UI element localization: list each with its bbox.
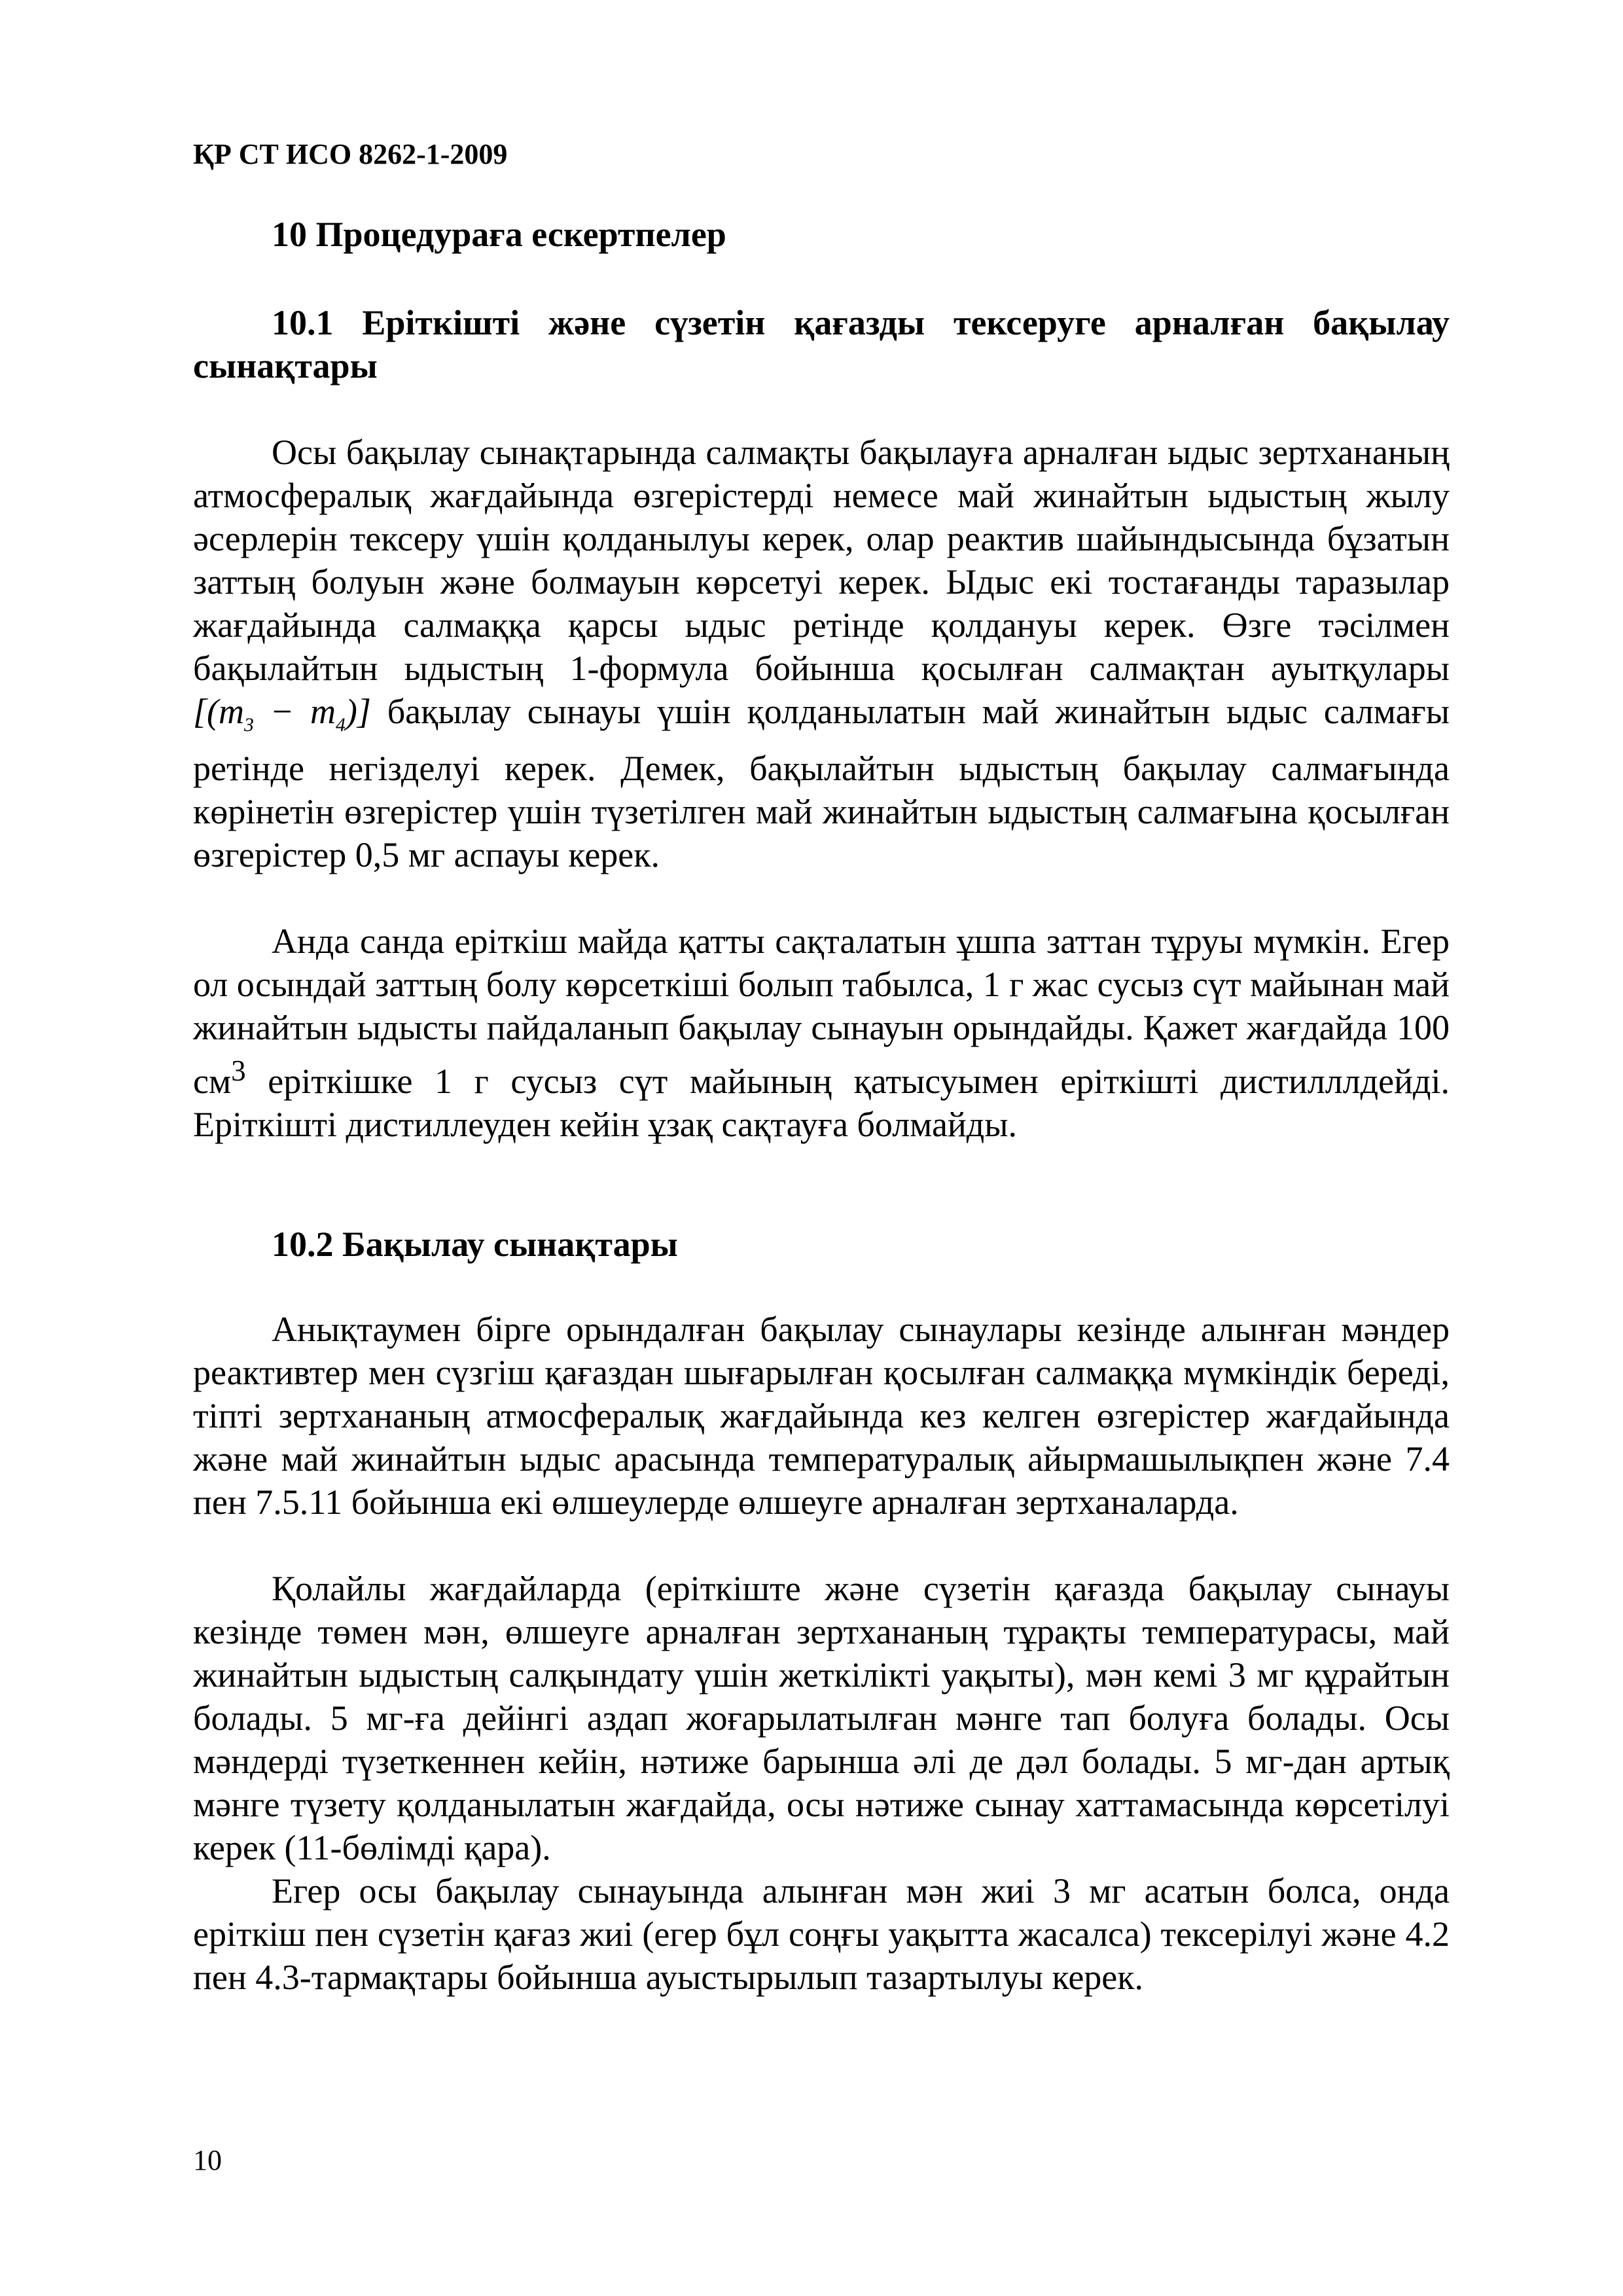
paragraph-text-before-formula: Осы бақылау сынақтарында салмақты бақылауға арналған ыдыс зертхананың атмосфералық жағдайында өзгерістерді немесе май жинайтын ыдыстың жылу әсерлерін тексеру үшін қолданылуы керек, олар реактив шайындысында бұзатын заттың болуын және болмауын көрсетуі керек. Ыдыс екі тостағанды таразылар жағдайында салмаққа қарсы ыдыс ретінде қолдануы керек. Өзге тәсілмен бақылайтын ыдыстың 1-формула бойынша қосылған салмақтан ауытқулары — [193, 433, 1450, 688]
section-10-2-paragraph-1: Анықтаумен бірге орындалған бақылау сынаулары кезінде алынған мәндер реактивтер мен сүзгіш қағаздан шығарылған қосылған салмаққа мүмкіндік береді, тіпті зертхананың атмосфералық жағдайында кез келген өзгерістер жағдайында және май жинайтын ыдыс арасында температуралық айырмашылықпен және 7.4 пен 7.5.11 бойынша екі өлшеулерде өлшеуге арналған зертханаларда. — [193, 1310, 1450, 1522]
document-code-header: ҚР СТ ИСО 8262-1-2009 — [193, 138, 508, 170]
formula-open-bracket: [( — [193, 692, 219, 731]
section-10-1-heading: 10.1 Еріткішті және сүзетін қағазды тексеруге арналған бақылау сынақтары — [193, 303, 1450, 386]
formula-subscript-4: 4 — [336, 714, 346, 736]
formula-close-bracket: )] — [345, 692, 371, 731]
formula-variable: m — [219, 692, 244, 731]
page-number: 10 — [193, 2144, 222, 2176]
section-10-2-paragraph-3: Егер осы бақылау сынауында алынған мән жиі 3 мг асатын болса, онда еріткіш пен сүзетін қағаз жиі (егер бұл соңғы уақытта жасалса) тексерілуі және 4.2 пен 4.3-тармақтары бойынша ауыстырылып тазартылуы керек. — [193, 1871, 1450, 1997]
cubic-superscript: 3 — [231, 1054, 246, 1087]
section-10-1-paragraph-2 — [193, 920, 1450, 1146]
formula-subscript-3: 3 — [244, 714, 254, 736]
section-10-2-paragraph-2: Қолайлы жағдайларда (еріткіште және сүзетін қағазда бақылау сынауы кезінде төмен мән, өлшеуге арналған зертхананың тұрақты температурасы, май жинайтын ыдыстың салқындату үшін жеткілікті уақыты), мән кемі 3 мг құрайтын болады. 5 мг-ға дейінгі аздап жоғарылатылған мәнге тап болуға болады. Осы мәндерді түзеткеннен кейін, нәтиже барынша әлі де дәл болады. 5 мг-дан артық мәнге түзету қолданылатын жағдайда, осы нәтиже сынау хаттамасында көрсетілуі керек (11-бөлімді қара). — [193, 1569, 1450, 1867]
paragraph-text-after-unit: еріткішке 1 г сусыз сүт майының қатысуымен еріткішті дистилллдейді. Еріткішті дистиллеуден кейін ұзақ сақтауға болмайды. — [193, 1062, 1450, 1144]
deviation-formula — [193, 692, 371, 736]
section-10-heading: 10 Процедураға ескертпелер — [272, 215, 726, 254]
section-10-2-heading: 10.2 Бақылау сынақтары — [272, 1225, 678, 1264]
paragraph-text-before-unit: Анда санда еріткіш майда қатты сақталатын ұшпа заттан тұруы мүмкін. Егер ол осындай заттың болу көрсеткіші болып табылса, 1 г жас сусыз сүт майынан май жинайтын ыдысты пайдаланып бақылау сынауын орындайды. Қажет жағдайда 100 см — [193, 922, 1450, 1101]
paragraph-text-after-formula: бақылау сынауы үшін қолданылатын май жинайтын ыдыс салмағы ретінде негізделуі керек. Демек, бақылайтын ыдыстың бақылау салмағында көрінетін өзгерістер үшін түзетілген май жинайтын ыдыстың салмағына қосылған өзгерістер 0,5 мг аспауы керек. — [193, 692, 1450, 874]
formula-minus: − — [253, 692, 310, 731]
formula-variable: m — [310, 692, 336, 731]
section-10-1-paragraph-1 — [193, 431, 1450, 876]
